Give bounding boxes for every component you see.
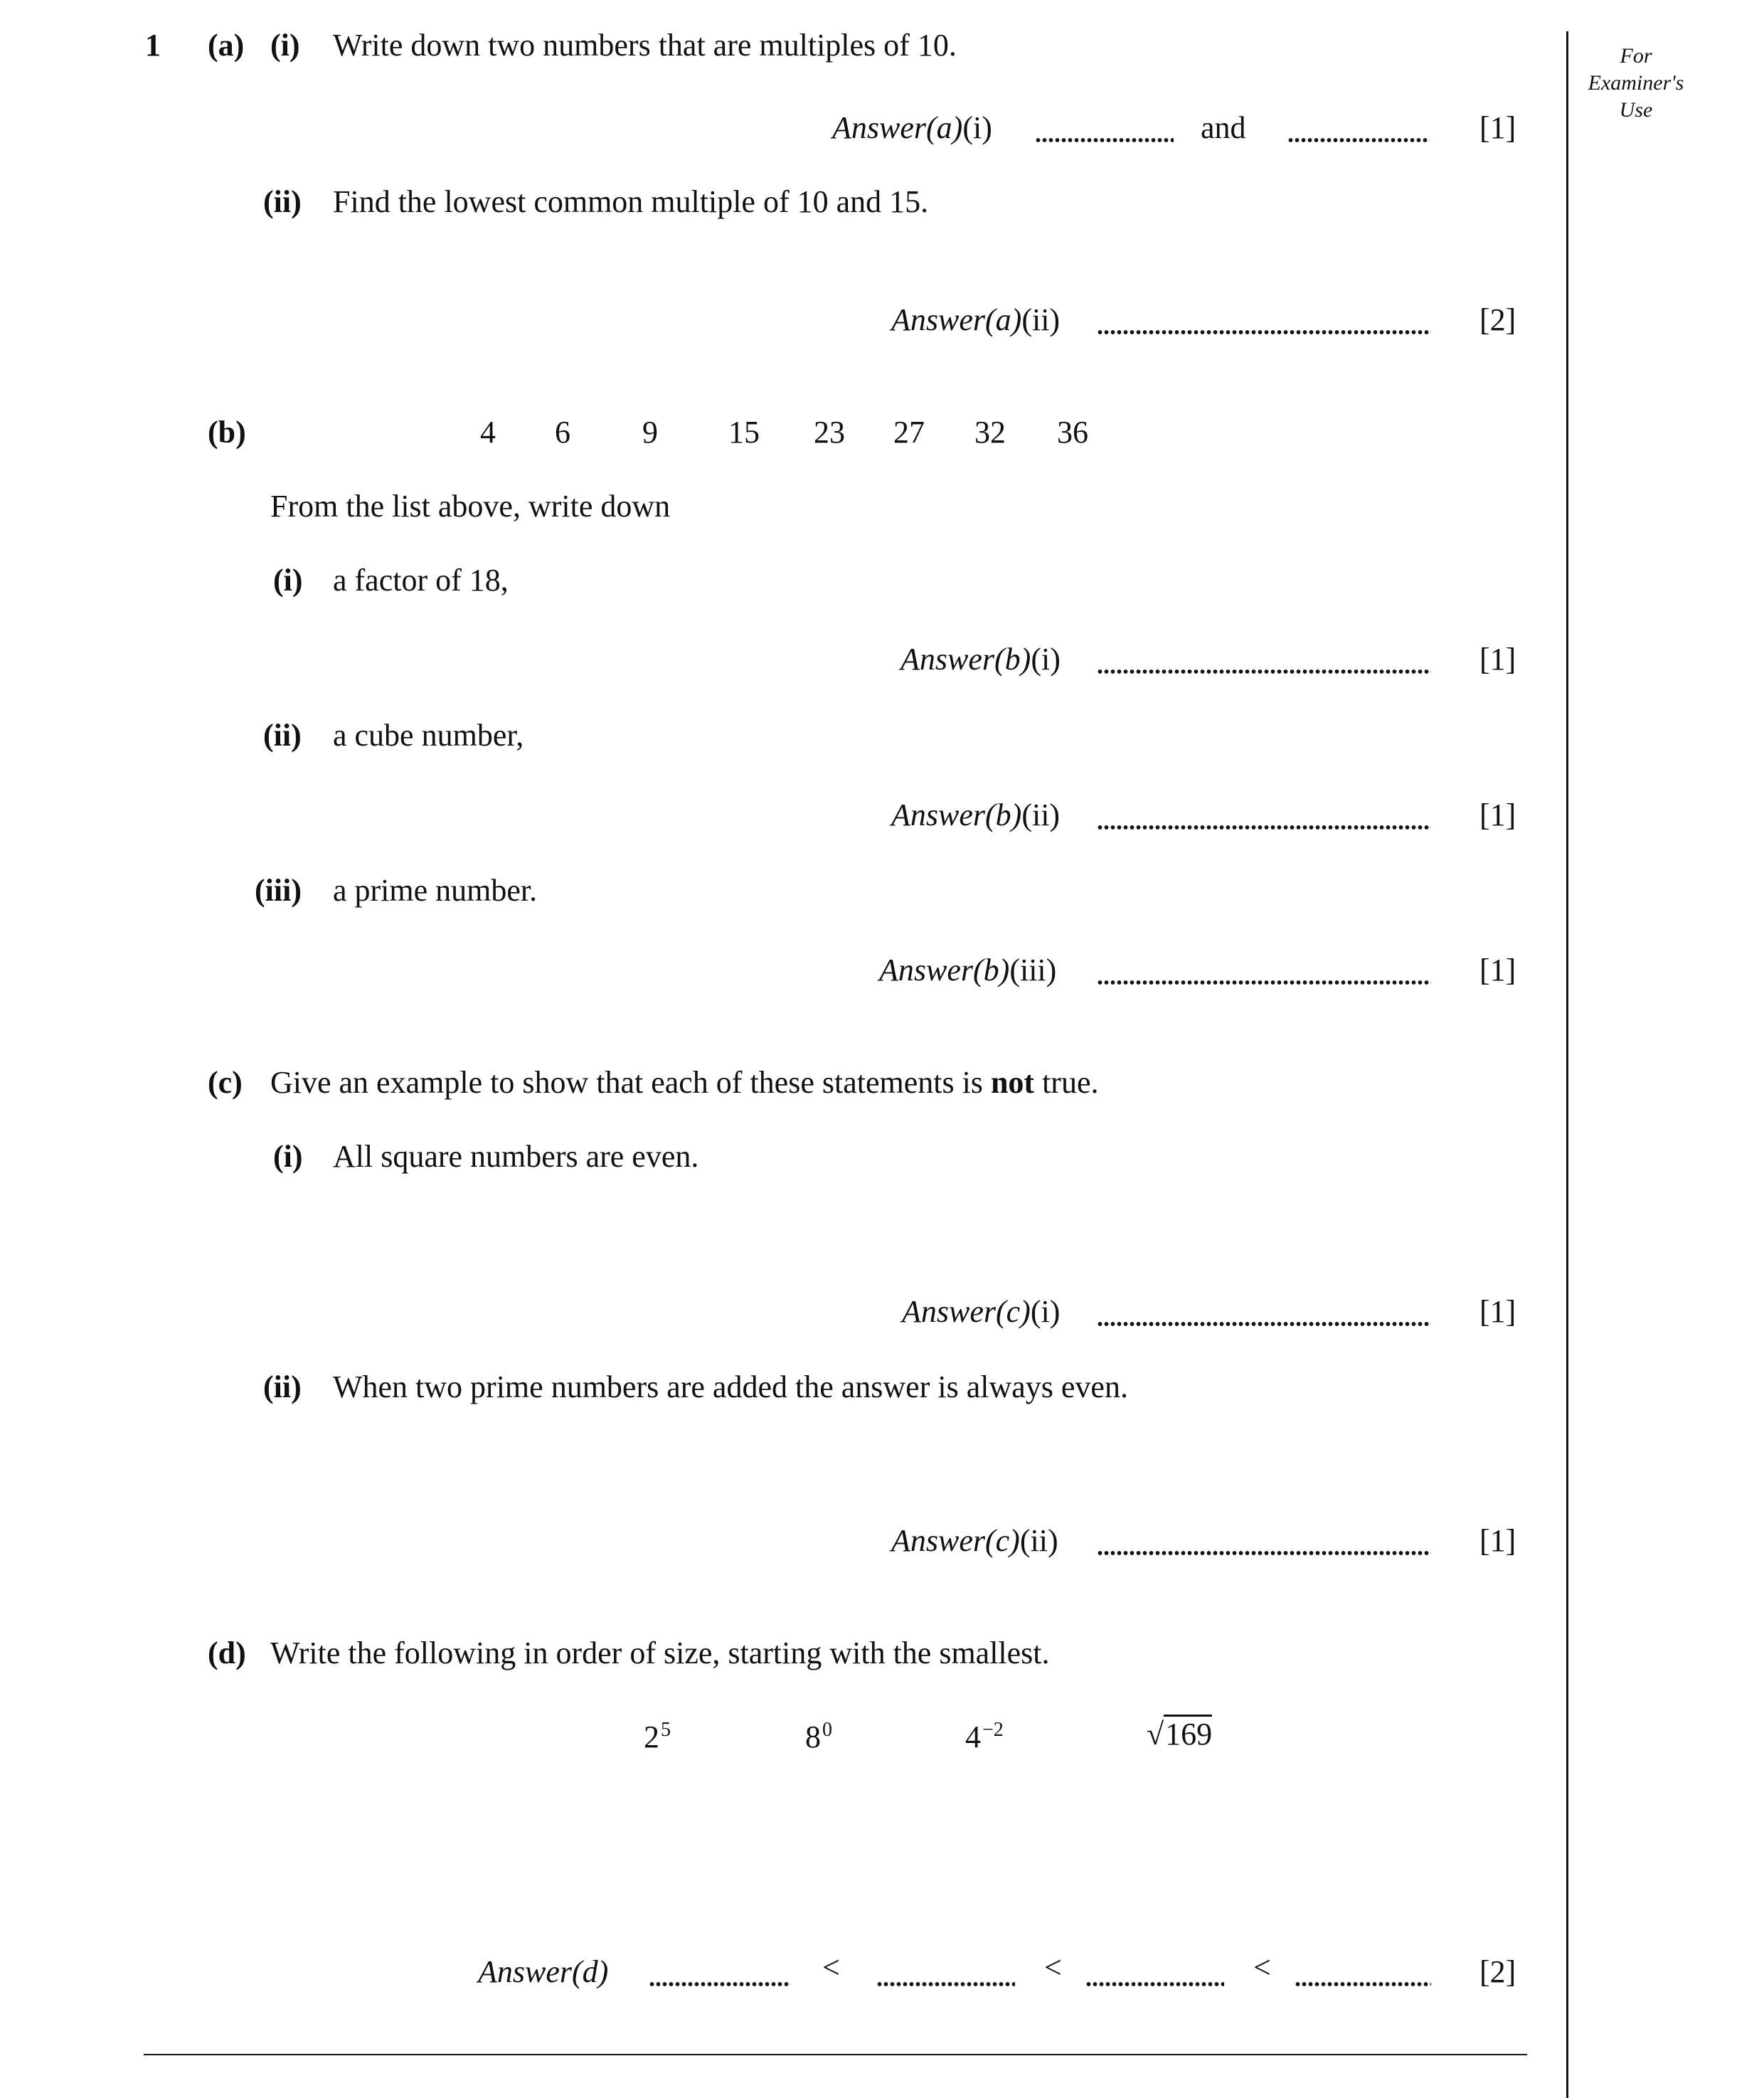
power-exponent: 5	[661, 1719, 671, 1741]
part-c-i-label: (i)	[273, 1139, 303, 1174]
answer-b-i-label	[900, 644, 1061, 675]
part-c-ii-question: When two prime numbers are added the answer is always even.	[333, 1369, 1128, 1404]
less-than-symbol: <	[1253, 1950, 1271, 1985]
part-c-label: (c)	[208, 1065, 243, 1100]
examiner-use-line-2: Examiner's	[1588, 71, 1684, 95]
part-b-i-label: (i)	[273, 563, 303, 598]
answer-c-i-field[interactable]	[1097, 1320, 1431, 1328]
part-b-ii-label: (ii)	[263, 718, 302, 753]
answer-label-italic: Answer(b)	[891, 798, 1022, 832]
radical-sign-icon: √	[1147, 1717, 1164, 1752]
list-number: 15	[728, 415, 760, 450]
less-than-symbol: <	[1044, 1950, 1062, 1985]
examiner-use-label	[1572, 43, 1700, 124]
power-exponent: 0	[822, 1719, 832, 1741]
marks-b-ii: [1]	[1479, 798, 1516, 832]
answer-b-i-field[interactable]	[1097, 668, 1431, 675]
answer-a-i-label	[832, 112, 992, 144]
part-c-text-after: true.	[1034, 1065, 1099, 1100]
part-a-ii-label: (ii)	[263, 184, 302, 219]
marks-a-i: [1]	[1479, 110, 1516, 145]
page-bottom-rule	[144, 2054, 1527, 2055]
answer-b-iii-label	[879, 955, 1056, 986]
answer-label-roman: (i)	[1031, 642, 1061, 677]
answer-label-italic: Answer(c)	[891, 1523, 1020, 1558]
part-a-i-label: (i)	[270, 28, 300, 63]
part-d-label: (d)	[208, 1636, 246, 1670]
answer-a-i-field-1[interactable]	[1035, 137, 1174, 144]
answer-label-italic: Answer(b)	[879, 953, 1010, 987]
marks-c-ii: [1]	[1479, 1523, 1516, 1558]
answer-d-label: Answer(d)	[478, 1954, 609, 1989]
answer-d-field-3[interactable]	[1085, 1981, 1224, 1988]
square-root-expression	[1147, 1719, 1212, 1750]
answer-label-italic: Answer(c)	[902, 1294, 1031, 1329]
less-than-symbol: <	[822, 1950, 840, 1985]
part-c-instruction	[270, 1067, 1098, 1098]
part-c-text-bold: not	[990, 1065, 1035, 1100]
marks-c-i: [1]	[1479, 1294, 1516, 1329]
list-number: 4	[480, 415, 496, 450]
part-c-text-before: Give an example to show that each of these statements is	[270, 1065, 991, 1100]
answer-b-ii-label	[891, 800, 1060, 831]
examiner-use-line-3: Use	[1619, 98, 1653, 122]
answer-b-ii-field[interactable]	[1097, 824, 1431, 831]
part-d-instruction: Write the following in order of size, starting with the smallest.	[270, 1636, 1050, 1670]
part-b-instruction: From the list above, write down	[270, 489, 671, 524]
power-base: 4	[965, 1720, 981, 1754]
radicand: 169	[1164, 1715, 1212, 1752]
answer-a-ii-field[interactable]	[1097, 329, 1431, 336]
examiner-use-line-1: For	[1620, 44, 1652, 68]
part-b-iii-question: a prime number.	[333, 873, 538, 908]
power-base: 8	[805, 1720, 821, 1754]
part-c-ii-label: (ii)	[263, 1369, 302, 1404]
answer-c-ii-field[interactable]	[1097, 1549, 1431, 1557]
part-b-iii-label: (iii)	[255, 873, 302, 908]
list-number: 23	[814, 415, 845, 450]
answer-label-italic: Answer(b)	[900, 642, 1031, 677]
part-b-i-question: a factor of 18,	[333, 563, 509, 598]
marks-d: [2]	[1479, 1954, 1516, 1989]
answer-b-iii-field[interactable]	[1097, 979, 1431, 986]
part-b-ii-question: a cube number,	[333, 718, 524, 753]
answer-label-roman: (ii)	[1019, 1523, 1058, 1558]
question-number: 1	[145, 28, 161, 63]
answer-c-ii-label	[891, 1525, 1058, 1557]
part-a-ii-question: Find the lowest common multiple of 10 and 15.	[333, 184, 929, 219]
answer-d-field-4[interactable]	[1295, 1981, 1431, 1988]
list-number: 36	[1057, 415, 1088, 450]
marks-b-i: [1]	[1479, 642, 1516, 677]
marks-a-ii: [2]	[1479, 302, 1516, 337]
power-exponent: −2	[982, 1719, 1004, 1741]
answer-c-i-label	[902, 1296, 1060, 1328]
list-number: 9	[642, 415, 658, 450]
examiner-margin-line	[1566, 31, 1568, 2098]
part-c-i-question: All square numbers are even.	[333, 1139, 699, 1174]
part-a-i-question: Write down two numbers that are multiples of 10.	[333, 28, 957, 63]
answer-a-i-field-2[interactable]	[1287, 137, 1430, 144]
answer-label-italic: Answer(a)	[891, 302, 1022, 337]
answer-label-roman: (i)	[962, 110, 992, 145]
answer-label-roman: (i)	[1030, 1294, 1061, 1329]
part-a-label: (a)	[208, 28, 245, 63]
power-expression	[805, 1719, 832, 1754]
power-expression	[644, 1719, 671, 1754]
marks-b-iii: [1]	[1479, 953, 1516, 987]
answer-label-roman: (ii)	[1021, 798, 1061, 832]
list-number: 32	[974, 415, 1006, 450]
answer-label-roman: (iii)	[1009, 953, 1057, 987]
answer-label-italic: Answer(a)	[832, 110, 963, 145]
list-number: 27	[893, 415, 925, 450]
answer-label-roman: (ii)	[1021, 302, 1061, 337]
part-b-label: (b)	[208, 415, 246, 450]
answer-d-field-1[interactable]	[649, 1981, 791, 1988]
answer-d-field-2[interactable]	[876, 1981, 1015, 1988]
answer-a-ii-label	[891, 304, 1060, 336]
list-number: 6	[555, 415, 570, 450]
power-expression	[965, 1719, 1004, 1754]
answer-a-i-and: and	[1201, 110, 1246, 145]
power-base: 2	[644, 1720, 659, 1754]
